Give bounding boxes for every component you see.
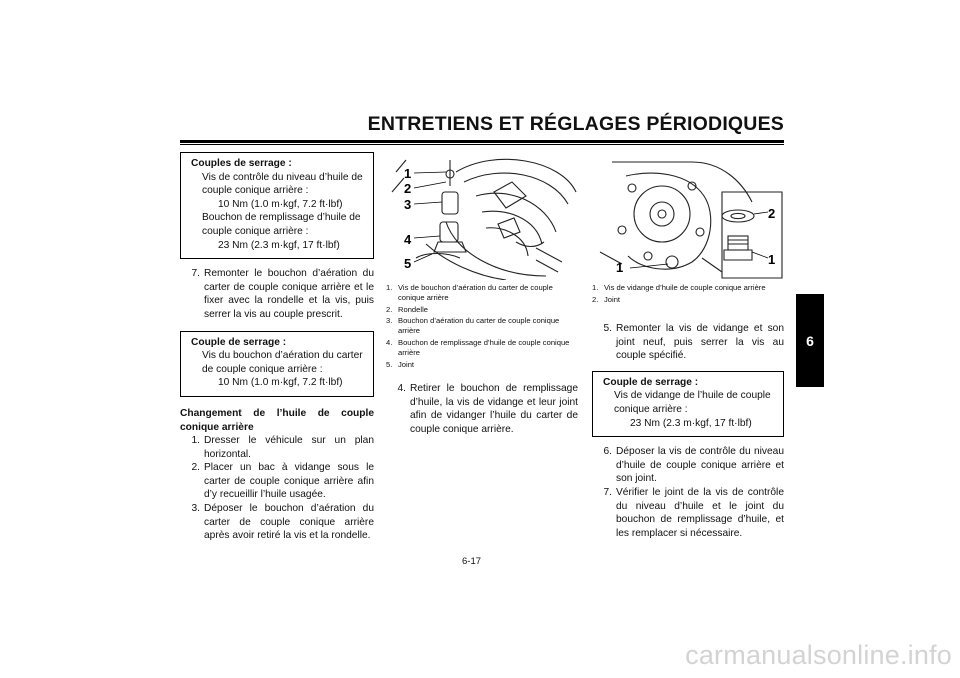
caption-item [592,295,784,305]
step-text: Placer un bac à vidange sous le carter de couple conique arrière afin d’y recueillir l’huile usagée. [204,462,374,501]
torque-spec-line: Vis du bouchon d’aération du carter [202,350,363,362]
callout-4: 4 [404,232,412,247]
caption-item [386,305,578,315]
caption-item [386,283,578,303]
caption-text: Bouchon d’aération du carter de couple conique arrière [398,316,560,336]
middle-figure-captions [386,283,578,371]
caption-item [386,338,578,358]
step-number: 4. [397,383,406,394]
torque-spec-line: couple conique arrière : [202,225,309,237]
step-text: Déposer le bouchon d’aération du carter de couple conique arrière après avoir retiré la vis et la rondelle. [204,503,374,542]
right-text [592,322,784,540]
caption-number: 5. [386,359,393,369]
drain-bolt-illustration [592,152,784,280]
callout-1b: 1 [768,252,776,267]
step-2 [180,461,374,502]
step-number: 2. [191,462,200,474]
torque-value: 10 Nm (1.0 m·kgf, 7.2 ft·lbf) [218,198,343,210]
step-7 [180,267,374,321]
step-text: Remonter la vis de vidange et son joint neuf, puis serrer la vis au couple spécifié. [616,323,784,362]
step-number: 5. [603,323,612,334]
figure-drain-bolt [592,152,784,280]
middle-text [386,382,578,436]
torque-spec-line: Vis de contrôle du niveau d’huile de [202,171,363,183]
callout-5: 5 [404,256,412,271]
right-figure-captions [592,283,784,307]
step-7-right [592,486,784,540]
caption-item [386,360,578,370]
torque-spec-line: Bouchon de remplissage d’huile de [202,212,361,224]
callout-2: 2 [768,206,776,221]
step-1 [180,434,374,461]
caption-item [592,283,784,293]
torque-box-heading: Couples de serrage : [191,158,292,169]
figure-breather-plug [386,152,578,280]
step-text: Retirer le bouchon de remplissage d’huile, la vis de vidange et leur joint afin de vidanger l’huile du carter de couple conique arrière. [410,383,578,435]
torque-spec-line: Vis de vidange de l’huile de couple [614,390,771,402]
torque-value: 23 Nm (2.3 m·kgf, 17 ft·lbf) [630,417,752,429]
torque-spec-line: conique arrière : [614,403,688,415]
torque-box-3 [592,371,784,437]
title-rule-thick [180,140,784,143]
page-number: 6-17 [462,556,482,567]
torque-box-2 [180,331,374,397]
step-4 [386,382,578,436]
step-number: 7. [191,268,200,280]
step-number: 1. [191,435,200,447]
caption-number: 4. [386,337,393,347]
chapter-tab[interactable]: 6 [796,294,824,387]
caption-text: Vis de bouchon d’aération du carter de couple conique arrière [398,283,553,302]
step-text: Dresser le véhicule sur un plan horizontal. [204,435,374,460]
torque-spec-line: couple conique arrière : [202,185,309,197]
torque-box-heading: Couple de serrage : [191,336,287,348]
step-number: 6. [603,446,612,458]
step-text: Vérifier le joint de la vis de contrôle du niveau d’huile et le joint du bouchon de remplissage d’huile, et les remplacer si nécessaire. [616,486,784,539]
watermark: carmanualsonline.info [685,640,952,670]
page-title: ENTRETIENS ET RÉGLAGES PÉRIODIQUES [367,113,784,135]
caption-text: Bouchon de remplissage d’huile de couple conique arrière [398,337,570,357]
caption-number: 1. [386,283,393,292]
step-text: Déposer la vis de contrôle du niveau d’huile de couple conique arrière et son joint. [616,446,784,485]
caption-item [386,316,578,336]
torque-box-heading: Couple de serrage : [603,376,699,388]
caption-text: Vis de vidange d’huile de couple conique arrière [604,283,766,292]
torque-spec-line: de couple conique arrière : [202,363,323,375]
step-3 [180,502,374,543]
caption-text: Joint [604,294,621,304]
step-number: 7. [603,486,612,498]
breather-plug-illustration [386,152,578,280]
torque-value: 10 Nm (1.0 m·kgf, 7.2 ft·lbf) [218,377,343,389]
step-6 [592,445,784,486]
torque-box-1 [180,152,374,259]
caption-number: 2. [386,304,393,314]
title-rule-thin [180,144,784,145]
callout-1: 1 [404,166,412,181]
step-text: Remonter le bouchon d’aération du carter de couple conique arrière et le fixer avec la rondelle et la vis, puis serrer la vis au couple prescrit. [204,268,374,320]
caption-number: 2. [592,294,599,304]
left-column [180,152,374,543]
caption-number: 1. [592,283,599,292]
caption-number: 3. [386,316,393,326]
torque-value: 23 Nm (2.3 m·kgf, 17 ft·lbf) [218,239,340,251]
caption-text: Rondelle [398,304,428,314]
callout-3: 3 [404,197,412,212]
caption-text: Joint [398,359,415,369]
step-5 [592,322,784,363]
callout-1: 1 [616,260,624,275]
step-number: 3. [191,503,200,515]
callout-2: 2 [404,181,412,196]
section-heading: Changement de l’huile de couple conique arrière [180,407,374,433]
